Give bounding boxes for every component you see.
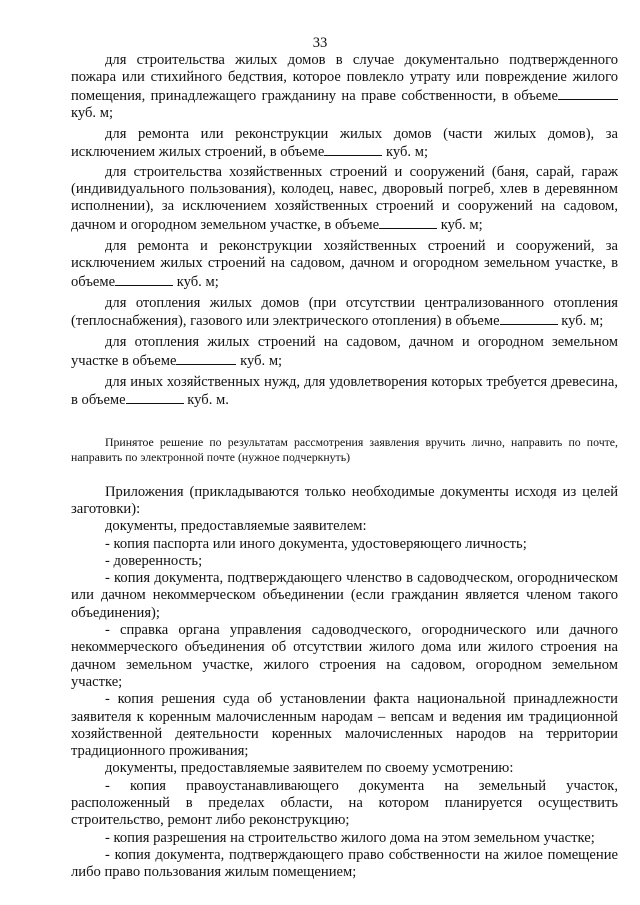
volume-blank — [115, 273, 173, 286]
unit-text: куб. м; — [173, 273, 219, 290]
purpose-text: для иных хозяйственных нужд, для удовлетворения которых требуется древесина, в объеме — [71, 374, 618, 409]
volume-blank — [500, 312, 558, 325]
list-item: - копия правоустанавливающего документа на земельный участок, расположенный в пределах области, на котором планируется осуществить строительство, ремонт либо реконструкцию; — [71, 777, 618, 829]
purpose-paragraph — [71, 52, 618, 122]
list-item: - копия документа, подтверждающего членство в садоводческом, огородническом или дачном некоммерческом объединении (если гражданин является членом такого объединения); — [71, 570, 618, 621]
purpose-paragraph — [71, 334, 618, 370]
page-number: 33 — [312, 35, 328, 51]
purpose-text: для ремонта и реконструкции хозяйственных строений и сооружений, за исключением жилых строений на садовом, дачном и огородном земельном участке, в объеме — [71, 237, 618, 290]
unit-text: куб. м; — [71, 104, 113, 121]
purpose-paragraph — [71, 126, 618, 162]
purpose-paragraph — [71, 164, 618, 234]
applicant-docs-heading: документы, предоставляемые заявителем: — [105, 518, 367, 535]
list-item: - доверенность; — [105, 552, 203, 569]
volume-blank — [126, 391, 184, 404]
volume-blank — [176, 352, 236, 365]
unit-text: куб. м. — [183, 392, 229, 409]
unit-text: куб. м; — [437, 216, 483, 233]
list-item: - копия решения суда об установлении факта национальной принадлежности заявителя к коренным малочисленным народам – вепсам и ведения им традиционной хозяйственной деятельности коренных малочисленных народов на территории традиционного проживания; — [71, 691, 618, 760]
purpose-text: для строительства хозяйственных строений и сооружений (баня, сарай, гараж (индивидуального пользования), колодец, навес, дворовый погреб, хлев в деревянном исполнении), за исключением хозяйственных строений и сооружений на садовом, дачном и огородном земельном участке, в объеме — [71, 163, 618, 233]
list-item: - копия паспорта или иного документа, удостоверяющего личность; — [105, 535, 527, 552]
purpose-text: для строительства жилых домов в случае документально подтвержденного пожара или стихийного бедствия, которое повлекло утрату или повреждение жилого помещения, принадлежащего гражданину на праве собственности, в объеме — [71, 52, 618, 104]
attachments-intro: Приложения (прикладываются только необходимые документы исходя из целей заготовки): — [71, 483, 618, 517]
unit-text: куб. м; — [382, 144, 429, 161]
purpose-text: для ремонта или реконструкции жилых домов (части жилых домов), за исключением жилых строений, в объеме — [71, 126, 618, 161]
purpose-paragraph — [71, 238, 618, 291]
unit-text: куб. м; — [557, 313, 604, 330]
purpose-paragraph — [71, 374, 618, 410]
purpose-text: для отопления жилых домов (при отсутствии централизованного отопления (теплоснабжения), газового или электрического отопления) в объеме — [71, 294, 618, 330]
list-item: - копия разрешения на строительство жилого дома на этом земельном участке; — [105, 829, 595, 846]
list-item: - справка органа управления садоводческого, огороднического или дачного некоммерческого объединения об отсутствии жилого дома или жилого строения на дачном земельном участке, жилого строения на садовом, огородном земельном участке; — [71, 622, 618, 690]
purpose-paragraph — [71, 295, 618, 331]
unit-text: куб. м; — [236, 352, 283, 369]
volume-blank — [379, 216, 437, 229]
purpose-text: для отопления жилых строений на садовом, дачном и огородном земельном участке в объеме — [71, 334, 618, 369]
optional-docs-heading: документы, предоставляемые заявителем по своему усмотрению: — [105, 760, 514, 777]
volume-blank — [324, 143, 382, 156]
volume-blank — [558, 87, 618, 100]
list-item: - копия документа, подтверждающего право собственности на жилое помещение либо право пользования жилым помещением; — [71, 846, 618, 881]
document-body — [71, 52, 618, 881]
decision-note: Принятое решение по результатам рассмотрения заявления вручить лично, направить по почте, направить по электронной почте (нужное подчеркнуть) — [71, 434, 618, 465]
